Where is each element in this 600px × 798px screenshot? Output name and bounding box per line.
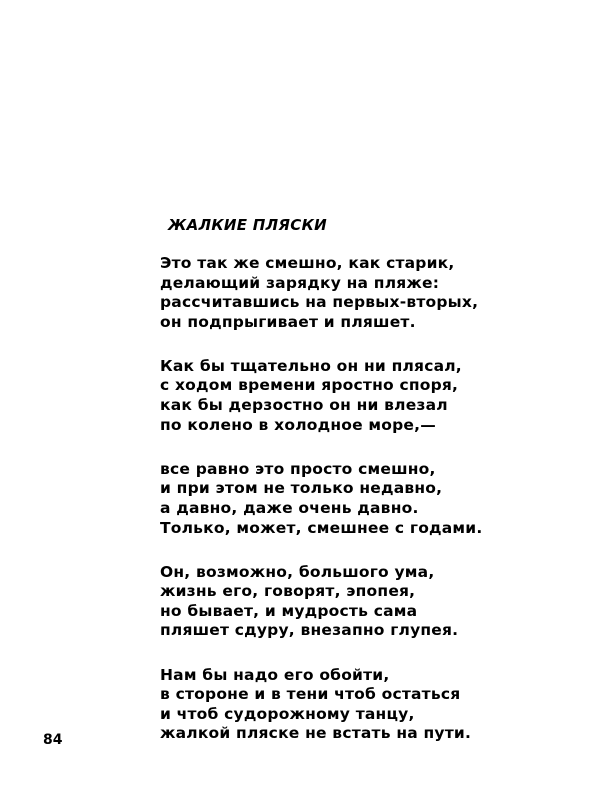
poem-line: и при этом не только недавно,	[160, 479, 443, 498]
poem-line: Это так же смешно, как старик,	[160, 254, 455, 272]
poem-line: Он, возможно, большого ума,	[160, 562, 435, 581]
stanza-5	[160, 666, 580, 744]
poem-line: Только, может, смешнее с годами.	[160, 518, 483, 537]
page-number: 84	[43, 732, 63, 748]
poem-line: рассчитавшись на первых-вторых,	[160, 293, 479, 312]
poem-line: Как бы тщательно он ни плясал,	[160, 356, 462, 375]
poem-body	[160, 254, 580, 768]
poem-line: Нам бы надо его обойти,	[160, 665, 390, 684]
poem-line: жалкой пляске не встать на пути.	[160, 724, 472, 743]
poem-line: жизнь его, говорят, эпопея,	[160, 582, 416, 601]
poem-title: ЖАЛКИЕ ПЛЯСКИ	[168, 216, 327, 234]
poem-line: и чтоб судорожному танцу,	[160, 704, 415, 723]
stanza-4	[160, 563, 580, 641]
poem-line: все равно это просто смешно,	[160, 459, 436, 478]
poem-line: а давно, даже очень давно.	[160, 498, 419, 517]
stanza-1	[160, 254, 580, 332]
poem-line: но бывает, и мудрость сама	[160, 601, 418, 620]
poem-line: пляшет сдуру, внезапно глупея.	[160, 621, 459, 640]
poem-line: как бы дерзостно он ни влезал	[160, 396, 448, 415]
stanza-2	[160, 357, 580, 435]
poem-line: по колено в холодное море,—	[160, 415, 436, 434]
poem-line: делающий зарядку на пляже:	[160, 273, 440, 292]
poem-line: в стороне и в тени чтоб остаться	[160, 685, 461, 704]
stanza-3	[160, 460, 580, 538]
poem-line: с ходом времени яростно споря,	[160, 376, 459, 395]
poem-line: он подпрыгивает и пляшет.	[160, 312, 416, 331]
